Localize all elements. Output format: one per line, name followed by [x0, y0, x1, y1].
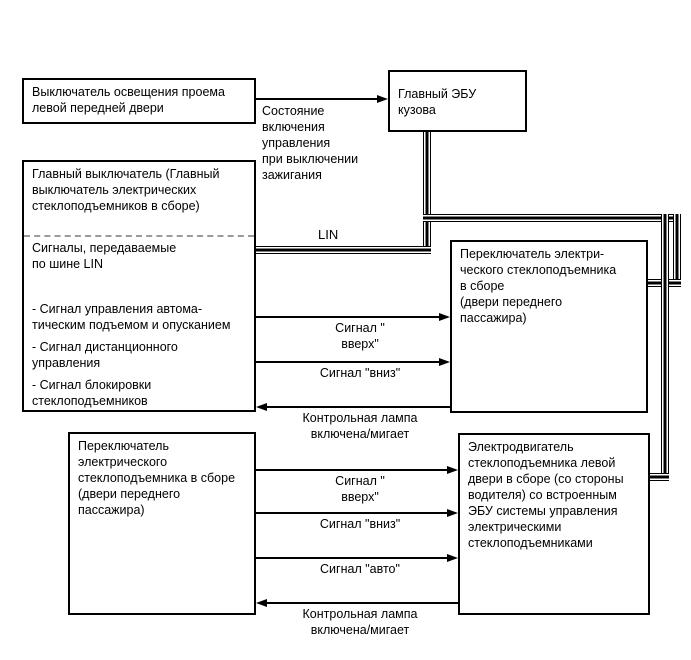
- wire-signal-down-top: [256, 361, 440, 363]
- arrowhead-right-icon: [439, 313, 450, 321]
- lin-bus-top-run: [423, 214, 681, 222]
- box-main-body-ecu: [388, 70, 527, 132]
- signal-up-label-bottom: Сигнал " вверх": [335, 474, 385, 504]
- lin-signal-item: - Сигнал блокировки стеклоподъемников: [32, 378, 152, 408]
- box-master-window-switch-title: Главный выключатель (Главный выключатель электрических стеклоподъемников в сборе): [32, 167, 220, 213]
- box-passenger-window-switch: [450, 240, 648, 413]
- dashed-separator: [24, 235, 254, 237]
- wire-indicator-lamp-bottom: [266, 602, 458, 604]
- lin-bus-right-outer: [673, 214, 681, 287]
- box-passenger-window-switch-lower: [68, 432, 256, 615]
- arrowhead-left-icon: [256, 403, 267, 411]
- wire-signal-auto-bottom: [256, 557, 448, 559]
- wire-indicator-lamp-top: [266, 406, 450, 408]
- box-master-window-switch: [22, 160, 256, 412]
- box-door-courtesy-light-switch: [22, 78, 256, 124]
- lin-bus-ecu-drop: [423, 132, 431, 254]
- lin-bus-to-master-switch: [256, 246, 431, 254]
- wire-signal-down-bottom: [256, 512, 448, 514]
- lin-signal-item: - Сигнал управления автома- тическим подъемом и опусканием: [32, 302, 231, 332]
- wire-courtesy-to-ecu: [256, 98, 379, 100]
- lin-signals-heading: Сигналы, передаваемые по шине LIN: [32, 241, 177, 271]
- signal-down-label-top: Сигнал "вниз": [319, 366, 401, 380]
- lin-signal-item: - Сигнал дистанционного управления: [32, 340, 178, 370]
- arrowhead-right-icon: [447, 554, 458, 562]
- arrowhead-right-icon: [447, 466, 458, 474]
- wire-signal-up-bottom: [256, 469, 448, 471]
- box-driver-window-motor-label: Электродвигатель стеклоподъемника левой двери в сборе (со стороны водителя) со встроенным ЭБУ системы управления электрическими стеклоподъемниками: [468, 440, 624, 550]
- signal-down-label-bottom: Сигнал "вниз": [319, 517, 401, 531]
- box-driver-window-motor: [458, 433, 650, 615]
- box-door-courtesy-light-switch-label: Выключатель освещения проема левой передней двери: [32, 85, 225, 115]
- box-passenger-window-switch-lower-label: Переключатель электрического стеклоподъемника в сборе (двери переднего пассажира): [78, 439, 236, 517]
- indicator-lamp-label-top: Контрольная лампа включена/мигает: [302, 411, 418, 441]
- arrowhead-right-icon: [439, 358, 450, 366]
- box-main-body-ecu-label: Главный ЭБУ кузова: [398, 87, 477, 117]
- signal-up-label-top: Сигнал " вверх": [335, 321, 385, 351]
- arrowhead-left-icon: [256, 599, 267, 607]
- box-passenger-window-switch-label: Переключатель электри- ческого стеклоподъемника в сборе (двери переднего пассажира): [460, 247, 617, 325]
- arrowhead-right-icon: [377, 95, 388, 103]
- signal-auto-label-bottom: Сигнал "авто": [320, 562, 400, 576]
- lin-bus-label: LIN: [318, 227, 339, 242]
- lin-bus-right-inner: [661, 214, 669, 481]
- arrowhead-right-icon: [447, 509, 458, 517]
- wire-signal-up-top: [256, 316, 440, 318]
- lin-bus-to-motor: [650, 473, 669, 481]
- indicator-lamp-label-bottom: Контрольная лампа включена/мигает: [302, 607, 418, 637]
- ignition-state-label: Состояние включения управления при выключении зажигания: [262, 104, 359, 182]
